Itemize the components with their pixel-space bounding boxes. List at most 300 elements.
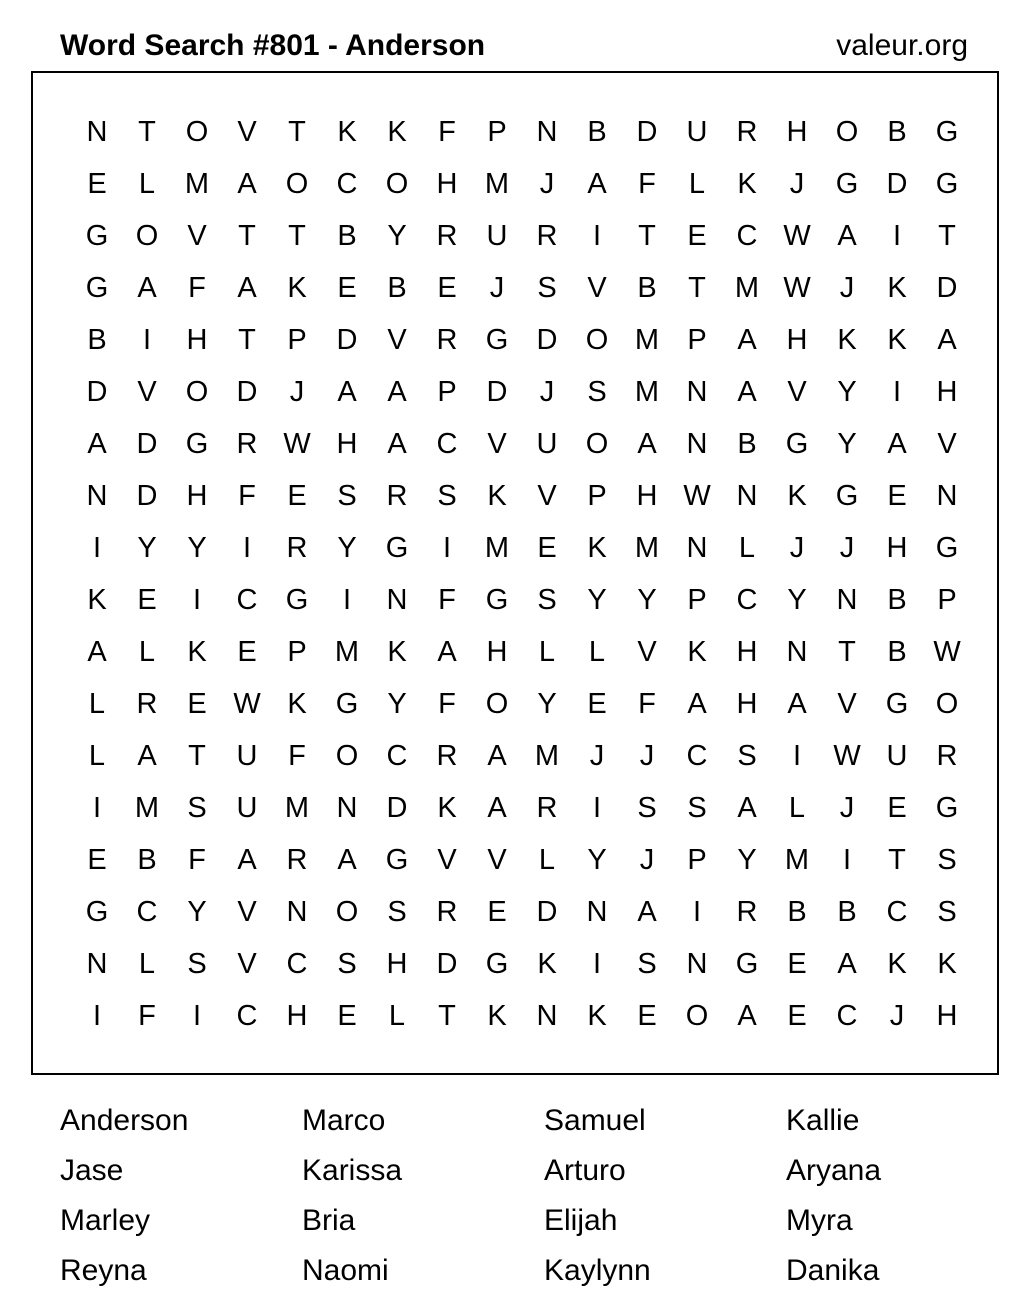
grid-letter: D	[536, 895, 558, 928]
grid-letter: I	[592, 219, 602, 252]
grid-letter: R	[536, 219, 558, 252]
grid-letter: A	[887, 427, 907, 460]
grid-letter: I	[92, 791, 102, 824]
grid-letter: N	[286, 895, 308, 928]
puzzle-frame	[31, 71, 999, 1075]
grid-letter: G	[835, 479, 859, 512]
grid-letter: A	[137, 739, 157, 772]
grid-letter: M	[184, 167, 210, 200]
grid-letter: B	[887, 635, 907, 668]
grid-letter: R	[386, 479, 408, 512]
grid-letter: V	[237, 895, 257, 928]
grid-letter: E	[337, 271, 357, 304]
grid-letter: E	[787, 999, 807, 1032]
word-list-item: Karissa	[302, 1154, 403, 1187]
grid-letter: B	[87, 323, 107, 356]
grid-letter: V	[487, 427, 507, 460]
grid-letter: N	[836, 583, 858, 616]
grid-letter: W	[683, 479, 711, 512]
grid-letter: A	[87, 635, 107, 668]
grid-letter: H	[736, 635, 758, 668]
grid-letter: J	[639, 843, 655, 876]
grid-letter: O	[385, 167, 409, 200]
grid-letter: C	[736, 219, 758, 252]
grid-letter: I	[792, 739, 802, 772]
grid-letter: F	[638, 167, 656, 200]
grid-letter: E	[537, 531, 557, 564]
grid-letter: G	[485, 583, 509, 616]
grid-letter: V	[587, 271, 607, 304]
grid-letter: I	[142, 323, 152, 356]
grid-letter: I	[842, 843, 852, 876]
grid-letter: N	[536, 115, 558, 148]
grid-letter: T	[938, 219, 956, 252]
grid-letter: O	[185, 375, 209, 408]
grid-letter: J	[839, 271, 855, 304]
grid-letter: H	[936, 999, 958, 1032]
grid-letter: F	[638, 687, 656, 720]
grid-letter: L	[138, 167, 156, 200]
grid-letter: S	[337, 947, 357, 980]
grid-letter: A	[487, 791, 507, 824]
grid-letter: C	[736, 583, 758, 616]
grid-letter: T	[138, 115, 156, 148]
grid-letter: B	[787, 895, 807, 928]
grid-letter: D	[136, 427, 158, 460]
grid-letter: S	[687, 791, 707, 824]
grid-letter: E	[337, 999, 357, 1032]
grid-letter: R	[936, 739, 958, 772]
grid-letter: T	[888, 843, 906, 876]
grid-letter: T	[238, 219, 256, 252]
grid-letter: L	[138, 947, 156, 980]
grid-letter: K	[337, 115, 357, 148]
grid-letter: C	[136, 895, 158, 928]
grid-letter: E	[287, 479, 307, 512]
grid-letter: T	[638, 219, 656, 252]
grid-letter: I	[192, 999, 202, 1032]
grid-letter: R	[536, 791, 558, 824]
grid-letter: E	[687, 219, 707, 252]
grid-letter: P	[687, 323, 707, 356]
grid-letter: K	[887, 271, 907, 304]
word-list-item: Kallie	[786, 1104, 860, 1137]
word-list-item: Elijah	[544, 1204, 618, 1237]
grid-letter: L	[738, 531, 756, 564]
grid-letter: Y	[387, 219, 407, 252]
grid-letter: A	[237, 167, 257, 200]
grid-letter: U	[236, 739, 258, 772]
grid-letter: S	[737, 739, 757, 772]
grid-letter: G	[85, 895, 109, 928]
grid-letter: V	[237, 115, 257, 148]
grid-letter: G	[935, 531, 959, 564]
grid-letter: K	[187, 635, 207, 668]
grid-letter: D	[86, 375, 108, 408]
grid-letter: N	[386, 583, 408, 616]
grid-letter: K	[437, 791, 457, 824]
grid-letter: J	[539, 375, 555, 408]
grid-letter: H	[786, 323, 808, 356]
grid-letter: K	[887, 947, 907, 980]
grid-letter: T	[288, 219, 306, 252]
grid-letter: N	[786, 635, 808, 668]
grid-letter: V	[387, 323, 407, 356]
grid-letter: R	[286, 531, 308, 564]
grid-letter: N	[586, 895, 608, 928]
grid-letter: F	[138, 999, 156, 1032]
grid-letter: D	[886, 167, 908, 200]
grid-letter: F	[438, 115, 456, 148]
grid-letter: F	[238, 479, 256, 512]
grid-letter: B	[637, 271, 657, 304]
grid-letter: G	[935, 167, 959, 200]
grid-letter: A	[487, 739, 507, 772]
grid-letter: I	[592, 791, 602, 824]
grid-letter: A	[837, 947, 857, 980]
grid-letter: S	[537, 583, 557, 616]
grid-letter: A	[387, 375, 407, 408]
grid-letter: C	[336, 167, 358, 200]
grid-letter: J	[539, 167, 555, 200]
grid-letter: U	[236, 791, 258, 824]
grid-letter: U	[486, 219, 508, 252]
grid-letter: T	[438, 999, 456, 1032]
grid-letter: P	[287, 635, 307, 668]
grid-letter: M	[784, 843, 810, 876]
grid-letter: H	[436, 167, 458, 200]
grid-letter: I	[242, 531, 252, 564]
grid-letter: K	[837, 323, 857, 356]
word-list-item: Danika	[786, 1254, 880, 1287]
grid-letter: P	[487, 115, 507, 148]
word-list-item: Marco	[302, 1104, 386, 1137]
grid-letter: S	[537, 271, 557, 304]
grid-letter: O	[585, 427, 609, 460]
grid-letter: R	[736, 115, 758, 148]
grid-letter: I	[592, 947, 602, 980]
grid-letter: V	[137, 375, 157, 408]
grid-letter: G	[335, 687, 359, 720]
word-list-item: Reyna	[60, 1254, 147, 1287]
grid-letter: A	[587, 167, 607, 200]
grid-letter: J	[889, 999, 905, 1032]
grid-letter: Y	[337, 531, 357, 564]
grid-letter: E	[87, 167, 107, 200]
grid-letter: A	[237, 271, 257, 304]
grid-letter: H	[936, 375, 958, 408]
word-list-item: Naomi	[302, 1254, 389, 1287]
grid-letter: Y	[787, 583, 807, 616]
grid-letter: J	[289, 375, 305, 408]
word-list-item: Anderson	[60, 1104, 189, 1137]
grid-letter: Y	[387, 687, 407, 720]
grid-letter: Y	[587, 843, 607, 876]
grid-letter: I	[892, 219, 902, 252]
grid-letter: N	[686, 947, 708, 980]
word-list-item: Aryana	[786, 1154, 882, 1187]
grid-letter: I	[92, 999, 102, 1032]
grid-letter: S	[587, 375, 607, 408]
grid-letter: E	[487, 895, 507, 928]
grid-letter: K	[387, 115, 407, 148]
grid-letter: M	[134, 791, 160, 824]
grid-letter: D	[936, 271, 958, 304]
grid-letter: A	[737, 323, 757, 356]
grid-letter: N	[336, 791, 358, 824]
grid-letter: L	[538, 635, 556, 668]
grid-letter: D	[636, 115, 658, 148]
grid-letter: N	[86, 947, 108, 980]
grid-letter: G	[85, 271, 109, 304]
grid-letter: T	[238, 323, 256, 356]
grid-letter: V	[237, 947, 257, 980]
grid-letter: V	[187, 219, 207, 252]
grid-letter: O	[485, 687, 509, 720]
grid-letter: G	[835, 167, 859, 200]
word-list-item: Samuel	[544, 1104, 646, 1137]
grid-letter: V	[537, 479, 557, 512]
grid-letter: G	[935, 791, 959, 824]
grid-letter: V	[787, 375, 807, 408]
grid-letter: K	[287, 687, 307, 720]
grid-letter: M	[634, 531, 660, 564]
grid-letter: L	[588, 635, 606, 668]
grid-letter: U	[536, 427, 558, 460]
grid-letter: B	[737, 427, 757, 460]
grid-letter: K	[787, 479, 807, 512]
grid-letter: C	[686, 739, 708, 772]
grid-letter: B	[587, 115, 607, 148]
grid-letter: O	[835, 115, 859, 148]
grid-letter: K	[87, 583, 107, 616]
grid-letter: O	[185, 115, 209, 148]
grid-letter: I	[692, 895, 702, 928]
grid-letter: A	[337, 375, 357, 408]
grid-letter: H	[886, 531, 908, 564]
word-list-item: Jase	[60, 1154, 124, 1187]
grid-letter: O	[335, 739, 359, 772]
word-list-item: Kaylynn	[544, 1254, 651, 1287]
grid-letter: K	[537, 947, 557, 980]
grid-letter: A	[237, 843, 257, 876]
grid-letter: L	[538, 843, 556, 876]
grid-letter: E	[87, 843, 107, 876]
word-list-item: Arturo	[544, 1154, 626, 1187]
word-list	[60, 1096, 1020, 1296]
grid-letter: A	[937, 323, 957, 356]
grid-letter: A	[737, 375, 757, 408]
grid-letter: H	[486, 635, 508, 668]
grid-letter: K	[287, 271, 307, 304]
grid-letter: E	[887, 791, 907, 824]
grid-letter: C	[836, 999, 858, 1032]
grid-letter: R	[436, 895, 458, 928]
grid-letter: J	[589, 739, 605, 772]
grid-letter: D	[436, 947, 458, 980]
grid-letter: V	[937, 427, 957, 460]
grid-letter: H	[286, 999, 308, 1032]
grid-letter: G	[885, 687, 909, 720]
grid-letter: W	[283, 427, 311, 460]
grid-letter: C	[386, 739, 408, 772]
word-list-item: Myra	[786, 1204, 853, 1237]
grid-letter: P	[587, 479, 607, 512]
grid-letter: E	[587, 687, 607, 720]
grid-letter: M	[734, 271, 760, 304]
grid-letter: W	[833, 739, 861, 772]
grid-letter: A	[787, 687, 807, 720]
grid-letter: A	[387, 427, 407, 460]
grid-letter: V	[437, 843, 457, 876]
grid-letter: T	[288, 115, 306, 148]
grid-letter: K	[737, 167, 757, 200]
grid-letter: Y	[637, 583, 657, 616]
grid-letter: P	[687, 583, 707, 616]
grid-letter: U	[686, 115, 708, 148]
grid-letter: L	[688, 167, 706, 200]
grid-letter: W	[233, 687, 261, 720]
grid-letter: G	[735, 947, 759, 980]
grid-letter: T	[688, 271, 706, 304]
grid-letter: U	[886, 739, 908, 772]
grid-letter: D	[536, 323, 558, 356]
grid-letter: D	[236, 375, 258, 408]
grid-letter: E	[787, 947, 807, 980]
grid-letter: L	[88, 687, 106, 720]
grid-letter: L	[788, 791, 806, 824]
grid-letter: A	[137, 271, 157, 304]
grid-letter: P	[287, 323, 307, 356]
grid-letter: G	[85, 219, 109, 252]
grid-letter: F	[188, 843, 206, 876]
grid-letter: R	[736, 895, 758, 928]
grid-letter: E	[137, 583, 157, 616]
grid-letter: J	[639, 739, 655, 772]
grid-letter: N	[86, 479, 108, 512]
grid-letter: K	[487, 479, 507, 512]
grid-letter: D	[486, 375, 508, 408]
grid-letter: N	[686, 427, 708, 460]
grid-letter: D	[386, 791, 408, 824]
grid-letter: C	[436, 427, 458, 460]
grid-letter: K	[687, 635, 707, 668]
grid-letter: F	[438, 583, 456, 616]
grid-letter: T	[838, 635, 856, 668]
grid-letter: K	[387, 635, 407, 668]
grid-letter: R	[236, 427, 258, 460]
grid-letter: M	[484, 167, 510, 200]
grid-letter: I	[192, 583, 202, 616]
word-list-item: Marley	[60, 1204, 151, 1237]
grid-letter: A	[687, 687, 707, 720]
grid-letter: I	[342, 583, 352, 616]
grid-letter: S	[937, 895, 957, 928]
grid-letter: H	[186, 323, 208, 356]
grid-letter: I	[92, 531, 102, 564]
grid-letter: N	[86, 115, 108, 148]
grid-letter: G	[935, 115, 959, 148]
page-title: Word Search #801 - Anderson	[60, 29, 486, 62]
grid-letter: E	[637, 999, 657, 1032]
grid-letter: J	[839, 791, 855, 824]
grid-letter: O	[935, 687, 959, 720]
grid-letter: F	[188, 271, 206, 304]
grid-letter: A	[637, 895, 657, 928]
grid-letter: K	[937, 947, 957, 980]
grid-letter: Y	[587, 583, 607, 616]
grid-letter: S	[637, 791, 657, 824]
grid-letter: J	[839, 531, 855, 564]
grid-letter: V	[837, 687, 857, 720]
grid-letter: H	[386, 947, 408, 980]
grid-letter: E	[437, 271, 457, 304]
word-list-item: Bria	[302, 1204, 356, 1237]
grid-letter: E	[887, 479, 907, 512]
grid-letter: D	[336, 323, 358, 356]
grid-letter: K	[487, 999, 507, 1032]
grid-letter: A	[737, 791, 757, 824]
grid-letter: B	[387, 271, 407, 304]
grid-letter: P	[437, 375, 457, 408]
grid-letter: S	[187, 947, 207, 980]
grid-letter: A	[837, 219, 857, 252]
grid-letter: E	[237, 635, 257, 668]
grid-letter: Y	[187, 531, 207, 564]
grid-letter: P	[687, 843, 707, 876]
grid-letter: Y	[137, 531, 157, 564]
grid-letter: G	[185, 427, 209, 460]
grid-letter: G	[285, 583, 309, 616]
grid-letter: K	[587, 531, 607, 564]
grid-letter: T	[188, 739, 206, 772]
grid-letter: S	[187, 791, 207, 824]
grid-letter: O	[585, 323, 609, 356]
grid-letter: G	[485, 947, 509, 980]
grid-letter: R	[136, 687, 158, 720]
grid-letter: C	[236, 583, 258, 616]
grid-letter: H	[186, 479, 208, 512]
letter-grid	[72, 106, 972, 1042]
grid-letter: D	[136, 479, 158, 512]
grid-letter: S	[937, 843, 957, 876]
grid-letter: M	[634, 323, 660, 356]
grid-letter: O	[285, 167, 309, 200]
grid-letter: R	[436, 219, 458, 252]
grid-letter: F	[438, 687, 456, 720]
grid-letter: B	[337, 219, 357, 252]
grid-letter: G	[385, 843, 409, 876]
grid-letter: A	[337, 843, 357, 876]
grid-letter: O	[335, 895, 359, 928]
grid-letter: O	[685, 999, 709, 1032]
grid-letter: A	[637, 427, 657, 460]
grid-letter: S	[437, 479, 457, 512]
grid-letter: G	[385, 531, 409, 564]
grid-letter: J	[489, 271, 505, 304]
grid-letter: B	[887, 583, 907, 616]
grid-letter: L	[138, 635, 156, 668]
grid-letter: K	[587, 999, 607, 1032]
grid-letter: B	[137, 843, 157, 876]
site-label: valeur.org	[836, 29, 968, 62]
grid-letter: O	[135, 219, 159, 252]
grid-letter: M	[334, 635, 360, 668]
grid-letter: K	[887, 323, 907, 356]
grid-letter: W	[783, 219, 811, 252]
grid-letter: N	[736, 479, 758, 512]
grid-letter: I	[892, 375, 902, 408]
